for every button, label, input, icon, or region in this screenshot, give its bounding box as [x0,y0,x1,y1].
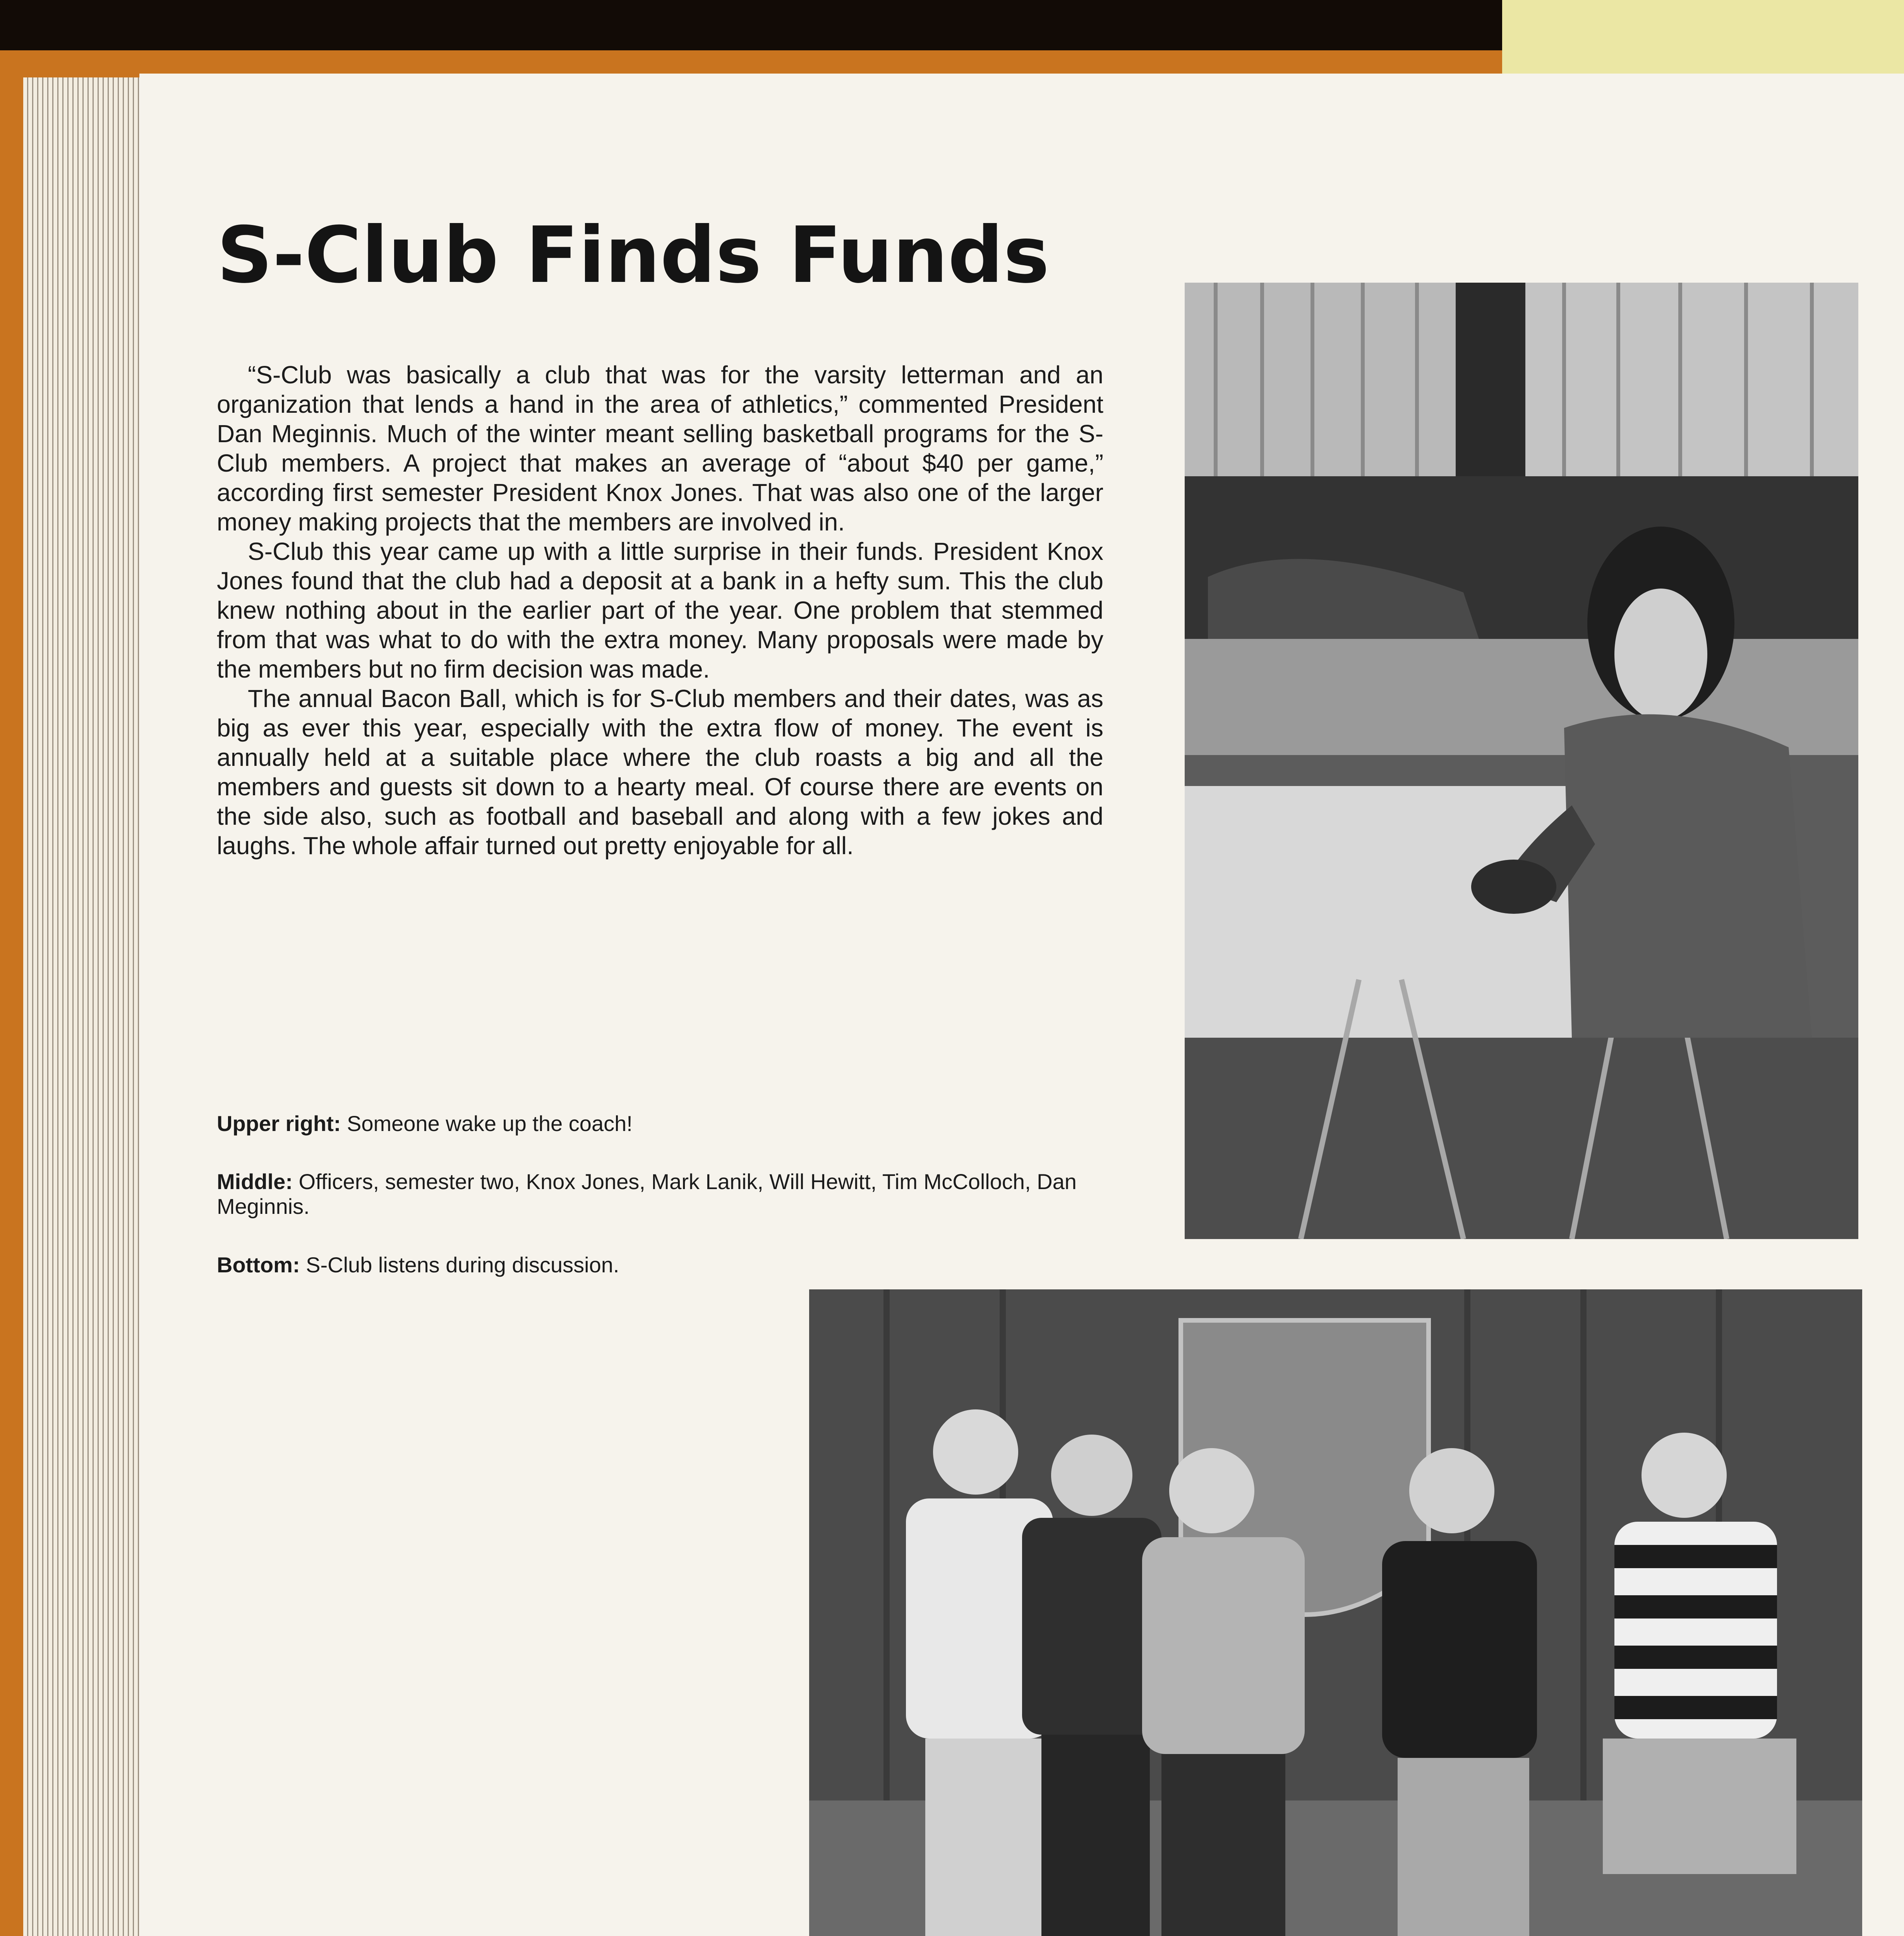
caption-bottom: Bottom: S-Club listens during discussion. [217,1253,619,1277]
caption-text: Officers, semester two, Knox Jones, Mark Lanik, Will Hewitt, Tim McColloch, Dan Meginnis. [217,1169,1077,1219]
caption-middle: Middle: Officers, semester two, Knox Jones, Mark Lanik, Will Hewitt, Tim McColloch, Dan Meginnis. [217,1169,1077,1219]
caption-label: Upper right [217,1111,334,1136]
page-edges [23,77,151,1936]
caption-text: S-Club listens during discussion. [306,1253,619,1277]
caption-text: Someone wake up the coach! [346,1111,633,1136]
paragraph: “S-Club was basically a club that was for the varsity letterman and an organization that lends a hand in the area of athletics,” commented President Dan Meginnis. Much of the winter meant selling basketball programs for the S-Club members. A project that makes an average of “about $40 per game,” according first semester President Knox Jones. That was also one of the larger money making projects that the members are involved in. [217,361,1103,536]
paragraph: The annual Bacon Ball, which is for S-Club members and their dates, was as big as ever this year, especially with the extra flow of money. The event is annually held at a suitable place where the club roasts a big and all the members and guests sit down to a hearty meal. Of course there are events on the side also, such as football and baseball and along with a few jokes and laughs. The whole affair turned out pretty enjoyable for all. [217,685,1103,860]
photo-officers [809,1289,1862,1936]
article-body [217,360,1103,860]
caption-label: Middle [217,1169,286,1194]
paragraph: S-Club this year came up with a little surprise in their funds. President Knox Jones found that the club had a deposit at a bank in a hefty sum. This the club knew nothing about in the earlier part of the year. One problem that stemmed from that was what to do with the extra money. Many proposals were made by the members but no firm decision was made. [217,537,1103,683]
caption-label: Bottom [217,1253,293,1277]
caption-upper-right: Upper right: Someone wake up the coach! [217,1111,633,1136]
photo-coach [1185,283,1858,1239]
article-title: S-Club Finds Funds [217,210,1050,300]
